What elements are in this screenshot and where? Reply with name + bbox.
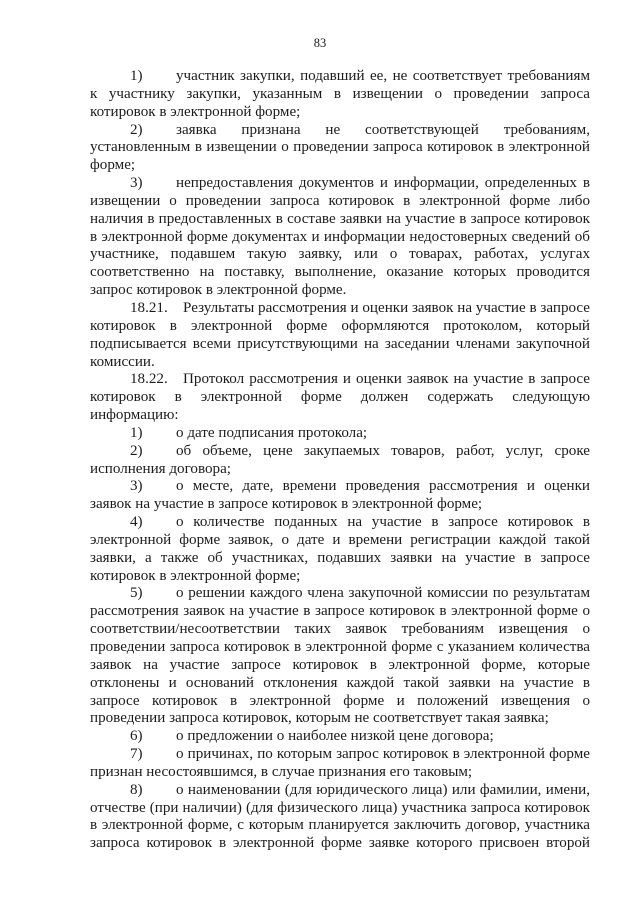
clause-text: Результаты рассмотрения и оценки заявок на участие в запросе котировок в электронной форме оформляются протоколом, который подписывается всеми присутствующими на заседании членами закупочной комиссии. <box>90 299 590 370</box>
list-item-8 <box>90 782 590 853</box>
list-item-2 <box>90 443 590 479</box>
clause-number: 18.21. <box>130 299 168 316</box>
item-text: о дате подписания протокола; <box>176 424 368 441</box>
item-number: 2) <box>130 442 143 459</box>
list-item-4 <box>90 514 590 585</box>
item-text: о решении каждого члена закупочной комиссии по результатам рассмотрения заявок на участие в запросе котировок в электронной форме о соответствии/несоответствии таких заявок требованиям извещения о проведении запроса котировок в электронной форме с указанием количества заявок на участие запросе котировок в электронной форме, которые отклонены и оснований отклонения каждой такой заявки на участие в запросе котировок в электронной форме и положений извещения о проведении запроса котировок, которым не соответствует такая заявка; <box>90 585 590 727</box>
item-number: 7) <box>130 746 143 763</box>
item-text: непредоставления документов и информации, определенных в извещении о проведении запроса котировок в электронной форме либо наличия в предоставленных в составе заявки на участие в запросе котировок в электронной форме документах и информации недостоверных сведений об участнике, подавшем такую заявку, или о товарах, работах, услугах соответственно на поставку, выполнение, оказание которых проводится запрос котировок в электронной форме. <box>90 175 590 299</box>
list-item-5 <box>90 585 590 728</box>
clause-18-22 <box>90 371 590 425</box>
item-number: 8) <box>130 781 143 798</box>
list-item-7 <box>90 746 590 782</box>
item-number: 6) <box>130 728 143 745</box>
item-text: о предложении о наиболее низкой цене договора; <box>176 728 494 745</box>
page-number: 83 <box>313 36 327 50</box>
item-number: 5) <box>130 585 143 602</box>
item-text: участник закупки, подавший ее, не соответствует требованиям к участнику закупки, указанным в извещении о проведении запроса котировок в электронной форме; <box>90 68 590 120</box>
item-number: 3) <box>130 175 143 192</box>
item-text: о месте, дате, времени проведения рассмотрения и оценки заявок на участие в запросе котировок в электронной форме; <box>90 478 590 513</box>
item-number: 1) <box>130 68 143 84</box>
list-item-1 <box>90 425 590 443</box>
clause-text: Протокол рассмотрения и оценки заявок на участие в запросе котировок в электронной форме должен содержать следующую информацию: <box>90 371 590 424</box>
item-text: о наименовании (для юридического лица) или фамилии, имени, отчестве (при наличии) (для физического лица) участника запроса котировок в электронной форме, с которым планируется заключить договор, участника запроса котировок в электронной форме заявке которого присвоен второй <box>90 781 590 852</box>
document-body <box>90 68 590 853</box>
list-item-3 <box>90 478 590 514</box>
list-item-2 <box>90 122 590 176</box>
item-text: заявка признана не соответствующей требованиям, установленным в извещении о проведении запроса котировок в электронной форме; <box>90 121 590 174</box>
list-item-6 <box>90 728 590 746</box>
item-text: об объеме, цене закупаемых товаров, работ, услуг, сроке исполнения договора; <box>90 442 590 477</box>
item-number: 2) <box>130 121 143 138</box>
list-item-3 <box>90 175 590 300</box>
item-number: 4) <box>130 514 143 531</box>
item-number: 3) <box>130 478 143 495</box>
list-item-1 <box>90 68 590 122</box>
item-text: о количестве поданных на участие в запросе котировок в электронной форме заявок, о дате и времени регистрации каждой такой заявки, а также об участниках, подавших заявки на участие в запросе котировок в электронной форме; <box>90 514 590 584</box>
item-text: о причинах, по которым запрос котировок в электронной форме признан несостоявшимся, в случае признания его таковым; <box>90 746 590 780</box>
item-number: 1) <box>130 424 143 441</box>
clause-18-21 <box>90 300 590 371</box>
clause-number: 18.22. <box>130 371 168 388</box>
